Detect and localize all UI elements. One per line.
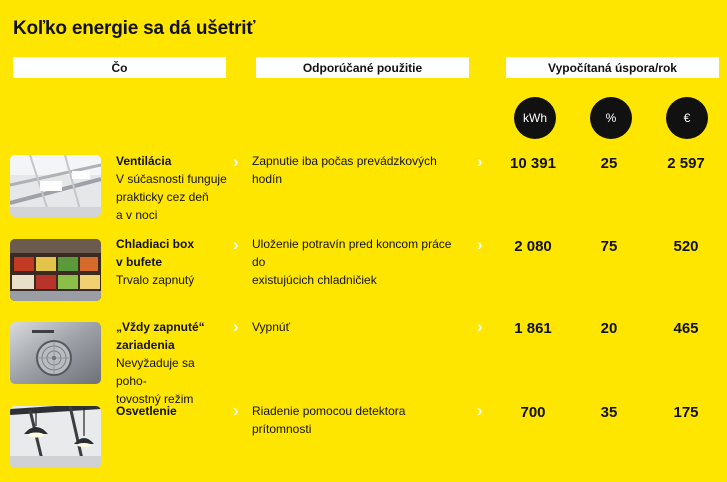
header-co: Čo xyxy=(13,57,226,78)
item-description: Nevyžaduje sa poho- tovostný režim xyxy=(116,356,195,406)
item-lighting xyxy=(116,402,228,420)
chevron-right-icon: › xyxy=(233,152,239,171)
unit-euro-badge: € xyxy=(666,97,708,139)
savings-percent-value: 25 xyxy=(600,155,618,172)
chevron-right-icon: › xyxy=(477,401,483,420)
chevron-right-icon: › xyxy=(477,235,483,254)
page-title: Koľko energie sa dá ušetriť xyxy=(13,18,256,39)
recommended-use-text: Vypnúť xyxy=(252,320,291,334)
savings-euro-value: 175 xyxy=(673,404,699,421)
item-cooling-box xyxy=(116,235,228,289)
lighting-lamps-image xyxy=(10,406,101,468)
item-description: Trvalo zapnutý xyxy=(116,273,195,287)
always-on-device-image xyxy=(10,322,101,384)
header-calculated-savings: Vypočítaná úspora/rok xyxy=(506,57,719,78)
savings-kwh-value: 2 080 xyxy=(514,238,552,255)
item-ventilation xyxy=(116,152,228,224)
header-recommended-use: Odporúčané použitie xyxy=(256,57,469,78)
chevron-right-icon: › xyxy=(477,317,483,336)
item-title: Ventilácia xyxy=(116,154,172,168)
chevron-right-icon: › xyxy=(233,401,239,420)
item-title: Osvetlenie xyxy=(116,404,177,418)
item-title: Chladiaci box v bufete xyxy=(116,237,195,269)
savings-euro-value: 2 597 xyxy=(667,155,705,172)
recommended-use-text: Riadenie pomocou detektora prítomnosti xyxy=(252,404,406,436)
savings-kwh-value: 700 xyxy=(520,404,546,421)
ventilation-ceiling-image xyxy=(10,155,101,217)
item-title: „Vždy zapnuté“ zariadenia xyxy=(116,320,205,352)
savings-percent-value: 20 xyxy=(600,320,618,337)
savings-kwh-value: 1 861 xyxy=(514,320,552,337)
item-always-on-devices xyxy=(116,318,228,408)
savings-percent-value: 75 xyxy=(600,238,618,255)
unit-percent-badge: % xyxy=(590,97,632,139)
unit-kwh-badge: kWh xyxy=(514,97,556,139)
item-description: V súčasnosti funguje prakticky cez deň a v noci xyxy=(116,172,227,222)
recommended-use-text: Zapnutie iba počas prevádzkových hodín xyxy=(252,154,437,186)
buffet-cooler-image xyxy=(10,239,101,301)
savings-euro-value: 520 xyxy=(673,238,699,255)
recommended-use-text: Uloženie potravín pred koncom práce do existujúcich chladničiek xyxy=(252,237,452,287)
savings-euro-value: 465 xyxy=(673,320,699,337)
savings-percent-value: 35 xyxy=(600,404,618,421)
chevron-right-icon: › xyxy=(233,235,239,254)
chevron-right-icon: › xyxy=(233,317,239,336)
chevron-right-icon: › xyxy=(477,152,483,171)
savings-kwh-value: 10 391 xyxy=(510,155,556,172)
